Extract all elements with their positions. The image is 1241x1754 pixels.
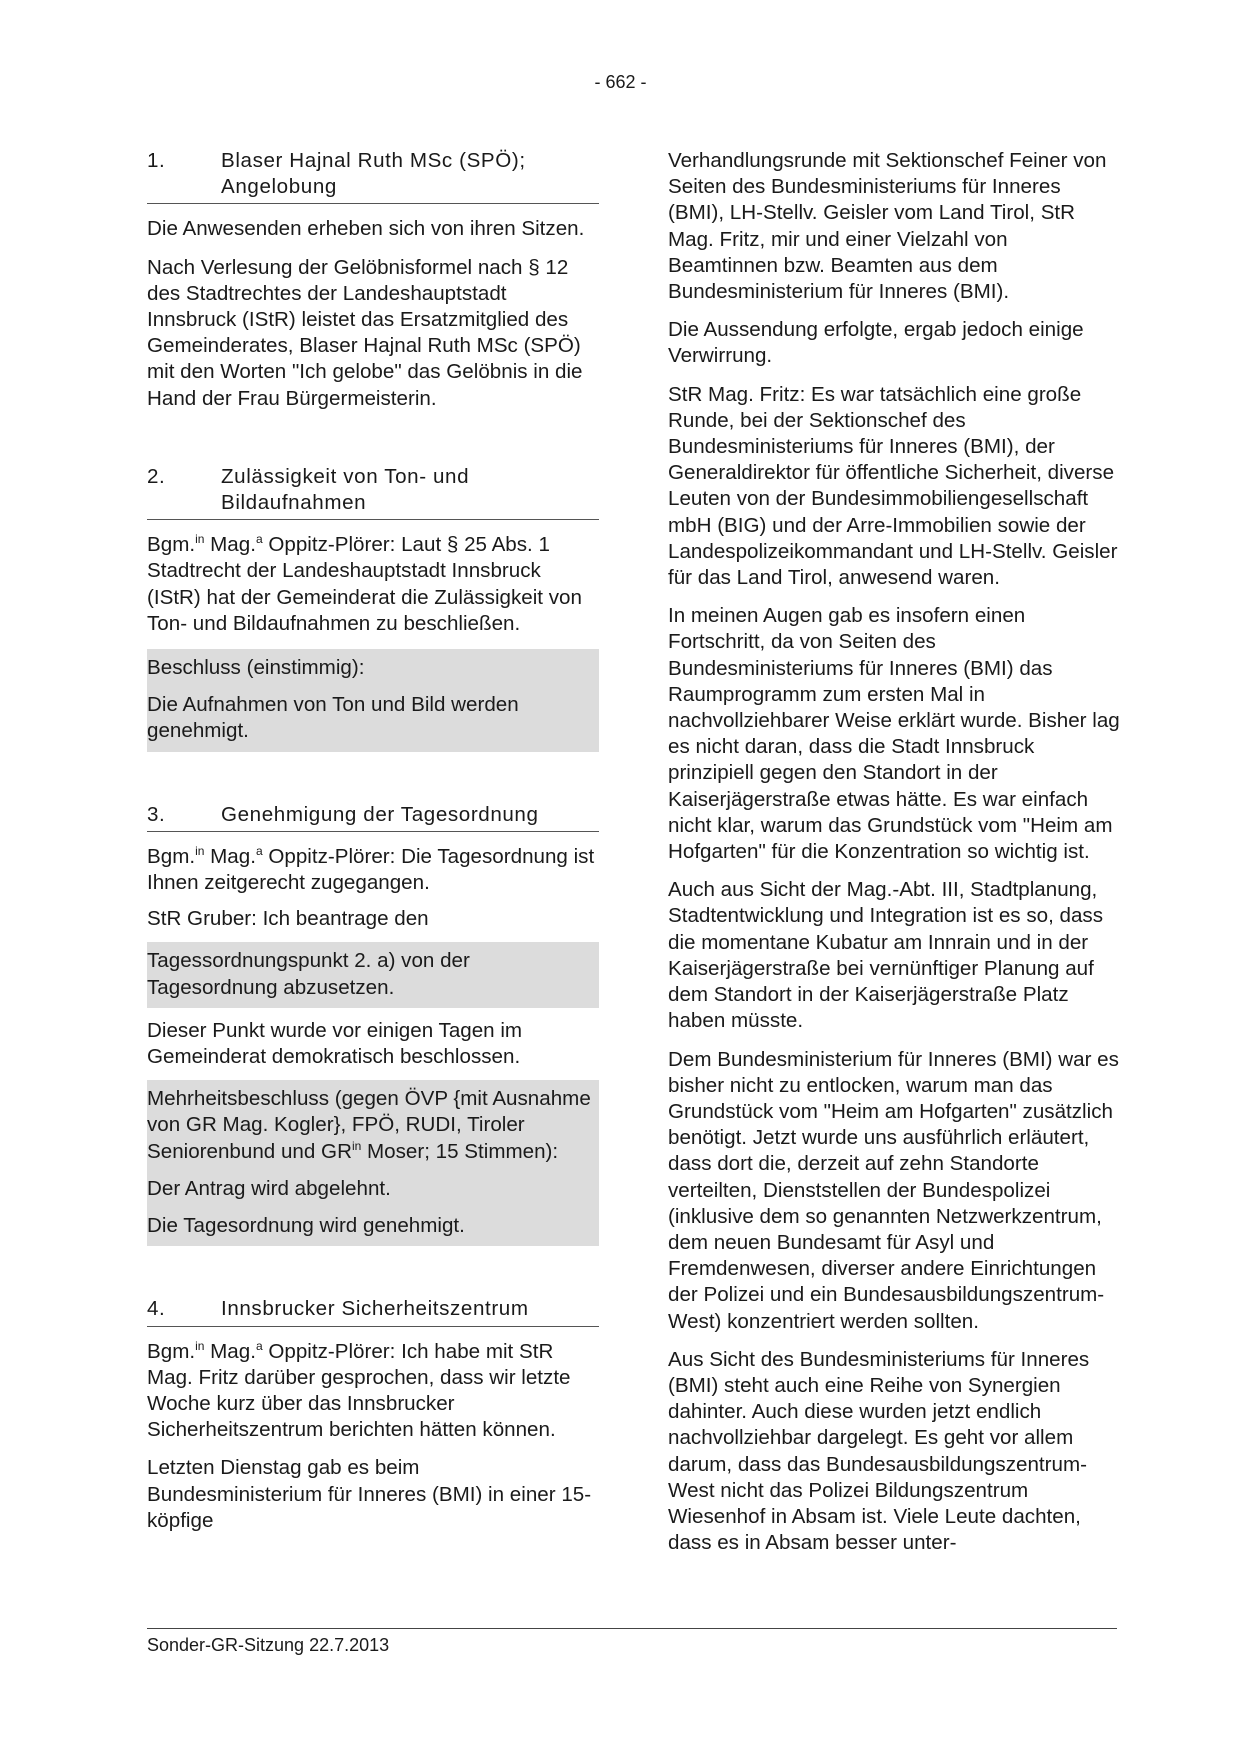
paragraph: Auch aus Sicht der Mag.-Abt. III, Stadtplanung, Stadtentwicklung und Integration ist es so, dass die momentane Kubatur am Innrain und in der Kaiserjägerstraße bei vernünftiger Planung auf dem Standort in der Kaiserjägerstraße Platz haben müsste.: [668, 878, 1104, 1033]
section-title: Zulässigkeit von Ton- und Bildaufnahmen: [221, 464, 470, 515]
motion-text: Tagessordnungspunkt 2. a) von der Tagesordnung abzusetzen.: [147, 949, 470, 999]
section-heading-3: [147, 802, 599, 832]
speaker-paragraph: Bgm.$^{in}$ Mag.$^a$ Oppitz-Plörer: Die Tagesordnung ist Ihnen zeitgerecht zugegangen.: [147, 844, 595, 895]
resolution-box: [147, 1080, 599, 1246]
paragraph: Verhandlungsrunde mit Sektionschef Feiner von Seiten des Bundesministeriums für Inneres (BMI), LH-Stellv. Geisler vom Land Tirol, StR Mag. Fritz, mir und einer Vielzahl von Beamtinnen bzw. Beamten aus dem Bundesministerium für Inneres (BMI).: [668, 149, 1107, 304]
section-title: Genehmigung der Tagesordnung: [221, 802, 539, 826]
paragraph: StR Mag. Fritz: Es war tatsächlich eine große Runde, bei der Sektionschef des Bundesministeriums für Inneres (BMI), der Generaldirektor für öffentliche Sicherheit, diverse Leuten von der Bundesimmobiliengesellschaft mbH (BIG) und der Arre-Immobilien sowie der Landespolizeikommandant und LH-Stellv. Geisler für das Land Tirol, anwesend waren.: [668, 382, 1118, 590]
section-number: 2.: [147, 464, 166, 488]
resolution-label: Beschluss (einstimmig):: [147, 656, 365, 680]
left-column: [147, 148, 599, 1546]
page-number: - 662 -: [594, 72, 647, 92]
resolution-label: Mehrheitsbeschluss (gegen ÖVP {mit Ausnahme von GR Mag. Kogler}, FPÖ, RUDI, Tiroler Seniorenbund und $GR^{in}$ Moser; 15 Stimmen):: [147, 1087, 591, 1163]
resolution-text: Die Tagesordnung wird genehmigt.: [147, 1214, 465, 1238]
shaded-motion: [147, 942, 599, 1007]
footer-session-label: Sonder-GR-Sitzung 22.7.2013: [147, 1635, 390, 1655]
section-title: Innsbrucker Sicherheitszentrum: [221, 1297, 529, 1321]
paragraph: Dem Bundesministerium für Inneres (BMI) war es bisher nicht zu entlocken, warum man das Grundstück vom "Heim am Hofgarten" zusätzlich benötigt. Jetzt wurde uns ausführlich erläutert, dass dort die, derzeit auf zehn Standorte verteilten, Dienststellen der Bundespolizei (inklusive dem so genannten Netzwerkzentrum, dem neuen Bundesamt für Asyl und Fremdenwesen, diverser andere Einrichtungen der Polizei und ein Bundesausbildungszentrum-West) konzentriert werden sollten.: [668, 1047, 1119, 1333]
speaker-paragraph: Bgm.$^{in}$ Mag.$^a$ Oppitz-Plörer: Laut § 25 Abs. 1 Stadtrecht der Landeshauptstadt Innsbruck (IStR) hat der Gemeinderat die Zulässigkeit von Ton- und Bildaufnahmen zu beschließen.: [147, 532, 582, 635]
paragraph: Die Aussendung erfolgte, ergab jedoch einige Verwirrung.: [668, 318, 1084, 368]
paragraph: Die Anwesenden erheben sich von ihren Sitzen.: [147, 217, 585, 241]
footer-rule: [147, 1628, 1117, 1629]
section-heading-2: [147, 464, 599, 520]
section-title: Blaser Hajnal Ruth MSc (SPÖ); Angelobung: [221, 149, 526, 199]
section-number: 1.: [147, 149, 166, 172]
paragraph: In meinen Augen gab es insofern einen Fortschritt, da von Seiten des Bundesministeriums für Inneres (BMI) das Raumprogramm zum ersten Mal in nachvollziehbarer Weise erklärt wurde. Bisher lag es nicht daran, dass die Stadt Innsbruck prinzipiell gegen den Standort in der Kaiserjägerstraße etwas hätte. Es war einfach nicht klar, warum das Grundstück vom "Heim am Hofgarten" für die Konzentration so wichtig ist.: [668, 604, 1120, 864]
paragraph: StR Gruber: Ich beantrage den: [147, 907, 429, 931]
resolution-text: Die Aufnahmen von Ton und Bild werden genehmigt.: [147, 693, 519, 743]
paragraph: Aus Sicht des Bundesministeriums für Inneres (BMI) steht auch eine Reihe von Synergien dahinter. Auch diese wurden jetzt endlich nachvollziehbar dargelegt. Es geht vor allem darum, dass das Bundesausbildungszentrum-West nicht das Polizei Bildungszentrum Wiesenhof in Absam ist. Viele Leute dachten, dass es in Absam besser unter-: [668, 1347, 1090, 1555]
section-number: 3.: [147, 802, 166, 826]
resolution-box: [147, 649, 599, 752]
right-column: [668, 148, 1120, 1568]
section-heading-1: [147, 148, 599, 204]
section-number: 4.: [147, 1297, 166, 1321]
speaker-paragraph: Bgm.$^{in}$ Mag.$^a$ Oppitz-Plörer: Ich habe mit StR Mag. Fritz darüber gesprochen, dass wir letzte Woche kurz über das Innsbrucker Sicherheitszentrum berichten hätten können.: [147, 1338, 571, 1442]
paragraph: Dieser Punkt wurde vor einigen Tagen im Gemeinderat demokratisch beschlossen.: [147, 1018, 523, 1069]
paragraph: Nach Verlesung der Gelöbnisformel nach § 12 des Stadtrechtes der Landeshauptstadt Innsbruck (IStR) leistet das Ersatzmitglied des Gemeinderates, Blaser Hajnal Ruth MSc (SPÖ) mit den Worten "Ich gelobe" das Gelöbnis in die Hand der Frau Bürgermeisterin.: [147, 255, 583, 410]
resolution-text: Der Antrag wird abgelehnt.: [147, 1176, 391, 1200]
paragraph: Letzten Dienstag gab es beim Bundesministerium für Inneres (BMI) in einer 15-köpfige: [147, 1456, 592, 1532]
section-heading-4: [147, 1296, 599, 1326]
